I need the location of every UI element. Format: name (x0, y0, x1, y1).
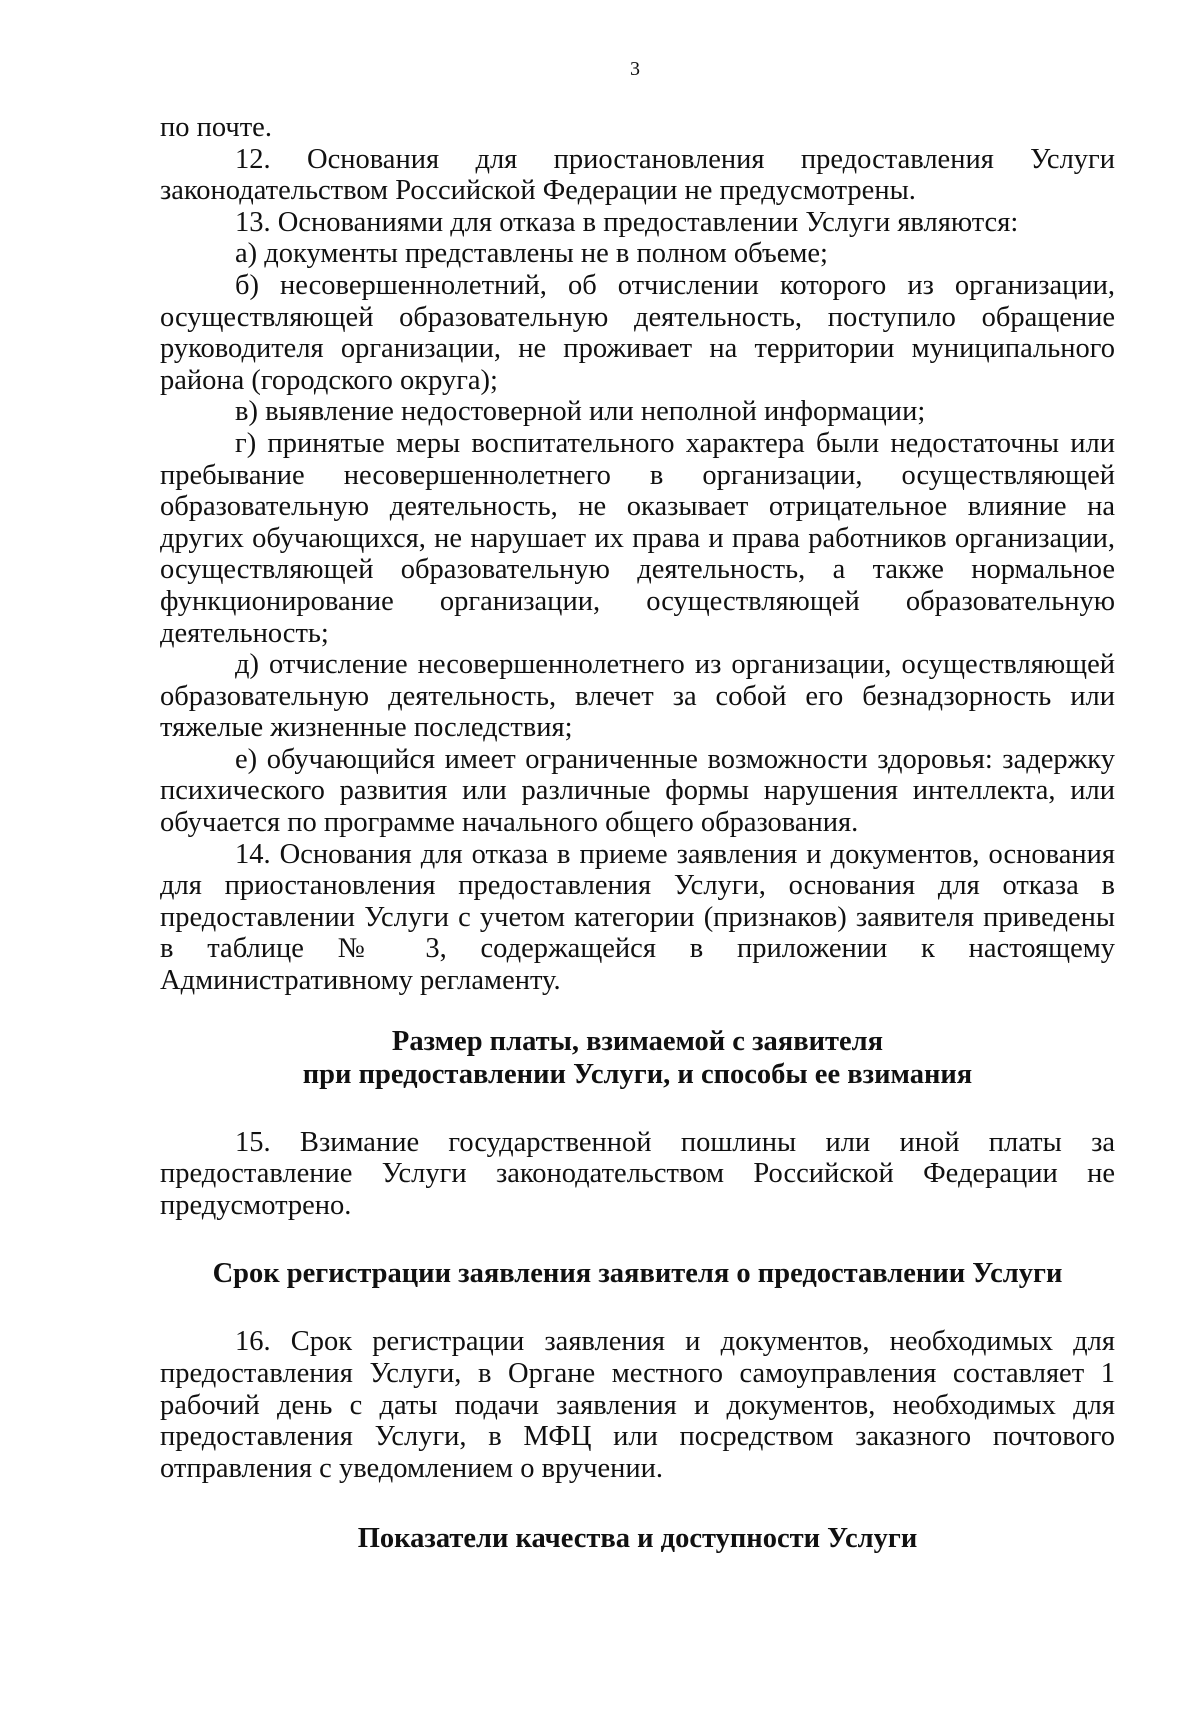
paragraph-14: 14. Основания для отказа в приеме заявления и документов, основания для приостановления предоставления Услуги, основания для отказа в предоставлении Услуги с учетом категории (признаков) заявителя приведены в таблице № 3, содержащейся в приложении к настоящему Административному регламенту. (160, 838, 1115, 997)
list-item-13g: г) принятые меры воспитательного характера были недостаточны или пребывание несовершеннолетнего в организации, осуществляющей образовательную деятельность, не оказывает отрицательное влияние на других обучающихся, не нарушает их права и права работников организации, осуществляющей образовательную деятельность, а также нормальное функционирование организации, осуществляющей образовательную деятельность; (160, 427, 1115, 649)
paragraph-16: 16. Срок регистрации заявления и документов, необходимых для предоставления Услуги, в Органе местного самоуправления составляет 1 рабочий день с даты подачи заявления и документов, необходимых для предоставления Услуги, в МФЦ или посредством заказного почтового отправления с уведомлением о вручении. (160, 1326, 1115, 1484)
list-item-13b: б) несовершеннолетний, об отчислении которого из организации, осуществляющей образовательную деятельность, поступило обращение руководителя организации, не проживает на территории муниципального района (городского округа); (160, 269, 1115, 396)
section-heading-registration: Срок регистрации заявления заявителя о предоставлении Услуги (212, 1258, 1063, 1290)
section-heading-fee-line1: Размер платы, взимаемой с заявителя (391, 1025, 884, 1057)
list-item-13v: в) выявление недостоверной или неполной информации; (235, 396, 926, 428)
paragraph-15: 15. Взимание государственной пошлины или иной платы за предоставление Услуги законодательством Российской Федерации не предусмотрено. (160, 1126, 1115, 1221)
document-body (160, 112, 1115, 1555)
list-item-13d: д) отчисление несовершеннолетнего из организации, осуществляющей образовательную деятельность, влечет за собой его безнадзорность или тяжелые жизненные последствия; (160, 649, 1115, 744)
section-heading-fee-line2: при предоставлении Услуги, и способы ее взимания (302, 1058, 973, 1090)
section-heading-quality: Показатели качества и доступности Услуги (357, 1523, 918, 1555)
paragraph-continuation: по почте. (160, 112, 272, 143)
list-item-13e: е) обучающийся имеет ограниченные возможности здоровья: задержку психического развития или различные формы нарушения интеллекта, или обучается по программе начального общего образования. (160, 743, 1115, 839)
paragraph-12: 12. Основания для приостановления предоставления Услуги законодательством Российской Федерации не предусмотрены. (160, 143, 1115, 207)
list-item-13a: а) документы представлены не в полном объеме; (235, 238, 828, 270)
paragraph-13: 13. Основаниями для отказа в предоставлении Услуги являются: (235, 206, 1019, 238)
section-fee (160, 1025, 1115, 1091)
page-number: 3 (630, 58, 640, 80)
